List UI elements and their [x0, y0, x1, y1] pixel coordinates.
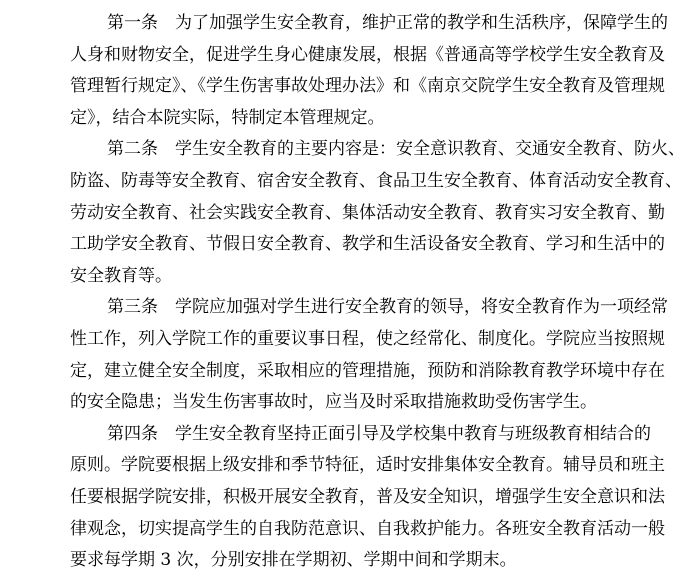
article-3-paragraph	[70, 292, 668, 418]
text-line: 性工作，列入学院工作的重要议事日程，使之经常化、制度化。学院应当按照规	[70, 328, 665, 349]
text-line: 第二条 学生安全教育的主要内容是：安全意识教育、交通安全教育、防火、	[107, 139, 685, 160]
article-2-paragraph	[70, 134, 685, 292]
text-line: 工助学安全教育、节假日安全教育、教学和生活设备安全教育、学习和生活中的	[70, 234, 665, 255]
text-line: 原则。学院要根据上级安排和季节特征，适时安排集体安全教育。辅导员和班主	[70, 455, 665, 476]
article-4-paragraph	[70, 419, 665, 577]
document-body	[70, 8, 685, 577]
text-line: 防盗、防毒等安全教育、宿舍安全教育、食品卫生安全教育、体育活动安全教育、	[70, 170, 682, 191]
text-line: 律观念，切实提高学生的自我防范意识、自我救护能力。各班安全教育活动一般	[70, 518, 665, 539]
text-line: 要求每学期 3 次，分别安排在学期初、学期中间和学期末。	[70, 550, 517, 571]
text-line: 的安全隐患；当发生伤害事故时，应当及时采取措施救助受伤害学生。	[70, 392, 597, 413]
text-line: 任要根据学院安排，积极开展安全教育，普及安全知识，增强学生安全意识和法	[70, 486, 665, 507]
text-line: 第三条 学院应加强对学生进行安全教育的领导，将安全教育作为一项经常	[107, 297, 668, 318]
text-line: 第四条 学生安全教育坚持正面引导及学校集中教育与班级教育相结合的	[107, 423, 651, 444]
text-line: 安全教育等。	[70, 265, 172, 286]
article-1-paragraph	[70, 8, 668, 134]
text-line: 管理暂行规定》、《学生伤害事故处理办法》和《南京交院学生安全教育及管理规	[70, 76, 665, 97]
text-line: 劳动安全教育、社会实践安全教育、集体活动安全教育、教育实习安全教育、勤	[70, 202, 665, 223]
text-line: 人身和财物安全，促进学生身心健康发展，根据《普通高等学校学生安全教育及	[70, 44, 665, 65]
text-line: 定，建立健全安全制度，采取相应的管理措施，预防和消除教育教学环境中存在	[70, 360, 665, 381]
text-line: 定》，结合本院实际，特制定本管理规定。	[70, 107, 385, 128]
text-line: 第一条 为了加强学生安全教育，维护正常的教学和生活秩序，保障学生的	[107, 13, 668, 33]
